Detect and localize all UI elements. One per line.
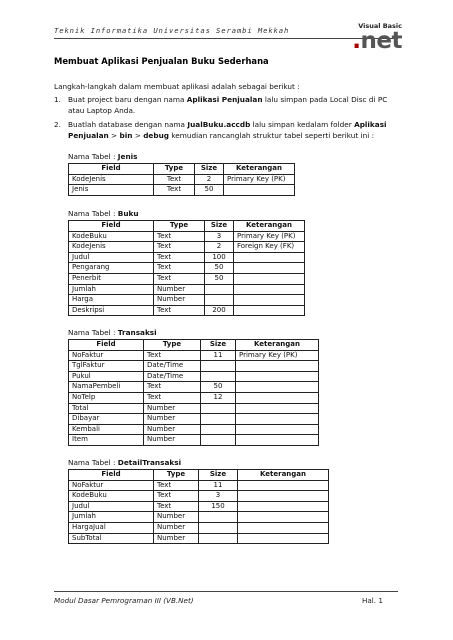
column-header: Field — [69, 221, 154, 232]
table-cell — [234, 263, 305, 274]
step-number: 1. — [54, 95, 61, 104]
table-row — [69, 424, 319, 435]
table-cell — [234, 284, 305, 295]
footer-rule — [54, 591, 398, 592]
table-cell — [238, 512, 329, 523]
table-label: Nama Tabel : DetailTransaksi — [68, 458, 182, 467]
table-cell: Kembali — [69, 424, 144, 435]
table-cell: Dibayar — [69, 414, 144, 425]
table-cell: 50 — [205, 263, 234, 274]
table-cell — [236, 424, 319, 435]
table-cell — [201, 371, 236, 382]
logo-caption: Visual Basic — [358, 22, 402, 30]
table-cell — [236, 435, 319, 446]
table-cell: 200 — [205, 305, 234, 316]
table-cell: Penerbit — [69, 273, 154, 284]
table-cell: 2 — [205, 242, 234, 253]
table-cell: Number — [144, 414, 201, 425]
table-row — [69, 350, 319, 361]
table-cell: Foreign Key (FK) — [234, 242, 305, 253]
table-cell: Judul — [69, 252, 154, 263]
table-cell — [234, 305, 305, 316]
column-header: Field — [69, 164, 154, 175]
table-cell — [238, 480, 329, 491]
table-cell: 50 — [195, 185, 224, 196]
table-cell: Text — [154, 263, 205, 274]
steps-list — [54, 94, 404, 144]
step-item — [54, 119, 404, 141]
table-cell: KodeBuku — [69, 491, 154, 502]
table-transaksi — [68, 339, 319, 446]
step-number: 2. — [54, 120, 61, 129]
table-header-row — [69, 340, 319, 351]
table-row — [69, 382, 319, 393]
table-cell — [238, 501, 329, 512]
table-row — [69, 512, 329, 523]
table-header-row — [69, 164, 295, 175]
column-header: Type — [154, 221, 205, 232]
table-cell: Date/Time — [144, 361, 201, 372]
table-cell: Number — [144, 424, 201, 435]
table-jenis — [68, 163, 295, 196]
table-detailtransaksi — [68, 469, 329, 544]
table-cell: NoFaktur — [69, 350, 144, 361]
table-cell: 100 — [205, 252, 234, 263]
table-cell: 11 — [201, 350, 236, 361]
vbnet-logo — [352, 22, 402, 56]
table-row — [69, 435, 319, 446]
table-cell: Primary Key (PK) — [224, 174, 295, 185]
table-cell: 12 — [201, 392, 236, 403]
table-cell: Primary Key (PK) — [236, 350, 319, 361]
table-cell: TglFaktur — [69, 361, 144, 372]
intro-text: Langkah-langkah dalam membuat aplikasi adalah sebagai berikut : — [54, 82, 300, 91]
table-cell: Judul — [69, 501, 154, 512]
table-label: Nama Tabel : Buku — [68, 209, 139, 218]
table-cell: Text — [154, 231, 205, 242]
table-cell — [199, 512, 238, 523]
table-cell: KodeJenis — [69, 174, 154, 185]
table-cell — [236, 382, 319, 393]
table-cell: Harga — [69, 295, 154, 306]
table-cell: Date/Time — [144, 371, 201, 382]
table-cell — [201, 361, 236, 372]
table-cell: Total — [69, 403, 144, 414]
table-cell: KodeJenis — [69, 242, 154, 253]
table-cell: 50 — [201, 382, 236, 393]
column-header: Size — [201, 340, 236, 351]
table-cell: 11 — [199, 480, 238, 491]
column-header: Field — [69, 470, 154, 481]
table-cell: Jumlah — [69, 284, 154, 295]
table-cell: Text — [144, 350, 201, 361]
table-cell: Number — [154, 295, 205, 306]
table-cell: Text — [154, 480, 199, 491]
table-cell: Text — [154, 252, 205, 263]
table-cell — [199, 522, 238, 533]
table-cell: Item — [69, 435, 144, 446]
table-cell: Primary Key (PK) — [234, 231, 305, 242]
table-row — [69, 522, 329, 533]
table-cell: 3 — [199, 491, 238, 502]
table-row — [69, 501, 329, 512]
table-cell: Text — [144, 382, 201, 393]
table-cell — [234, 295, 305, 306]
table-row — [69, 305, 305, 316]
table-cell: 2 — [195, 174, 224, 185]
running-header: Teknik Informatika Universitas Serambi Mekkah — [54, 26, 290, 35]
table-cell: Text — [154, 305, 205, 316]
table-row — [69, 174, 295, 185]
table-cell: Number — [144, 435, 201, 446]
table-cell: Jenis — [69, 185, 154, 196]
table-cell: Number — [144, 403, 201, 414]
table-cell — [234, 252, 305, 263]
table-cell — [201, 424, 236, 435]
table-cell: SubTotal — [69, 533, 154, 544]
table-row — [69, 263, 305, 274]
table-cell: Pukul — [69, 371, 144, 382]
step-text: Buat project baru dengan nama Aplikasi Penjualan lalu simpan pada Local Disc di PC atau Laptop Anda. — [68, 95, 388, 115]
column-header: Size — [195, 164, 224, 175]
table-cell: Text — [154, 185, 195, 196]
column-header: Type — [144, 340, 201, 351]
step-text: Buatlah database dengan nama JualBuku.accdb lalu simpan kedalam folder Aplikasi Penjualan > bin > debug kemudian rancanglah struktur tabel seperti berikut ini : — [68, 120, 387, 140]
table-cell — [201, 435, 236, 446]
header-rule — [54, 38, 398, 39]
table-cell: Text — [154, 174, 195, 185]
table-cell: NamaPembeli — [69, 382, 144, 393]
table-cell — [238, 522, 329, 533]
table-cell: Text — [154, 501, 199, 512]
logo-wordmark: .net — [352, 28, 402, 54]
table-row — [69, 284, 305, 295]
table-cell: Text — [154, 491, 199, 502]
table-cell — [205, 295, 234, 306]
table-cell — [236, 392, 319, 403]
table-cell: Text — [154, 273, 205, 284]
table-row — [69, 361, 319, 372]
column-header: Type — [154, 164, 195, 175]
table-cell: NoFaktur — [69, 480, 154, 491]
column-header: Keterangan — [224, 164, 295, 175]
table-row — [69, 252, 305, 263]
table-cell — [224, 185, 295, 196]
table-cell — [205, 284, 234, 295]
table-cell — [201, 403, 236, 414]
table-row — [69, 295, 305, 306]
table-cell — [236, 403, 319, 414]
column-header: Keterangan — [234, 221, 305, 232]
table-cell: 3 — [205, 231, 234, 242]
table-cell: Jumlah — [69, 512, 154, 523]
column-header: Keterangan — [236, 340, 319, 351]
table-header-row — [69, 470, 329, 481]
footer-text: Modul Dasar Pemrograman III (VB.Net) — [54, 596, 194, 605]
table-row — [69, 392, 319, 403]
table-row — [69, 242, 305, 253]
page-number: Hal. 1 — [362, 596, 383, 605]
table-cell: Number — [154, 284, 205, 295]
table-cell: Text — [144, 392, 201, 403]
table-cell — [199, 533, 238, 544]
table-row — [69, 533, 329, 544]
table-cell: Number — [154, 522, 199, 533]
table-row — [69, 185, 295, 196]
table-cell: Text — [154, 242, 205, 253]
table-cell: HargaJual — [69, 522, 154, 533]
table-buku — [68, 220, 305, 316]
table-cell — [201, 414, 236, 425]
table-row — [69, 231, 305, 242]
table-cell — [238, 533, 329, 544]
table-row — [69, 403, 319, 414]
table-label: Nama Tabel : Jenis — [68, 152, 138, 161]
table-cell — [236, 371, 319, 382]
table-cell — [236, 414, 319, 425]
table-header-row — [69, 221, 305, 232]
table-cell: 150 — [199, 501, 238, 512]
table-cell: 50 — [205, 273, 234, 284]
table-row — [69, 491, 329, 502]
table-cell: NoTelp — [69, 392, 144, 403]
table-cell: Deskripsi — [69, 305, 154, 316]
table-cell — [234, 273, 305, 284]
table-row — [69, 414, 319, 425]
step-item — [54, 94, 404, 116]
column-header: Size — [199, 470, 238, 481]
table-label: Nama Tabel : Transaksi — [68, 328, 157, 337]
column-header: Field — [69, 340, 144, 351]
column-header: Size — [205, 221, 234, 232]
table-cell: Number — [154, 533, 199, 544]
column-header: Keterangan — [238, 470, 329, 481]
table-cell: Pengarang — [69, 263, 154, 274]
table-cell: Number — [154, 512, 199, 523]
table-cell: KodeBuku — [69, 231, 154, 242]
table-row — [69, 273, 305, 284]
table-row — [69, 480, 329, 491]
column-header: Type — [154, 470, 199, 481]
page-title: Membuat Aplikasi Penjualan Buku Sederhana — [54, 56, 269, 66]
table-cell — [238, 491, 329, 502]
table-cell — [236, 361, 319, 372]
table-row — [69, 371, 319, 382]
